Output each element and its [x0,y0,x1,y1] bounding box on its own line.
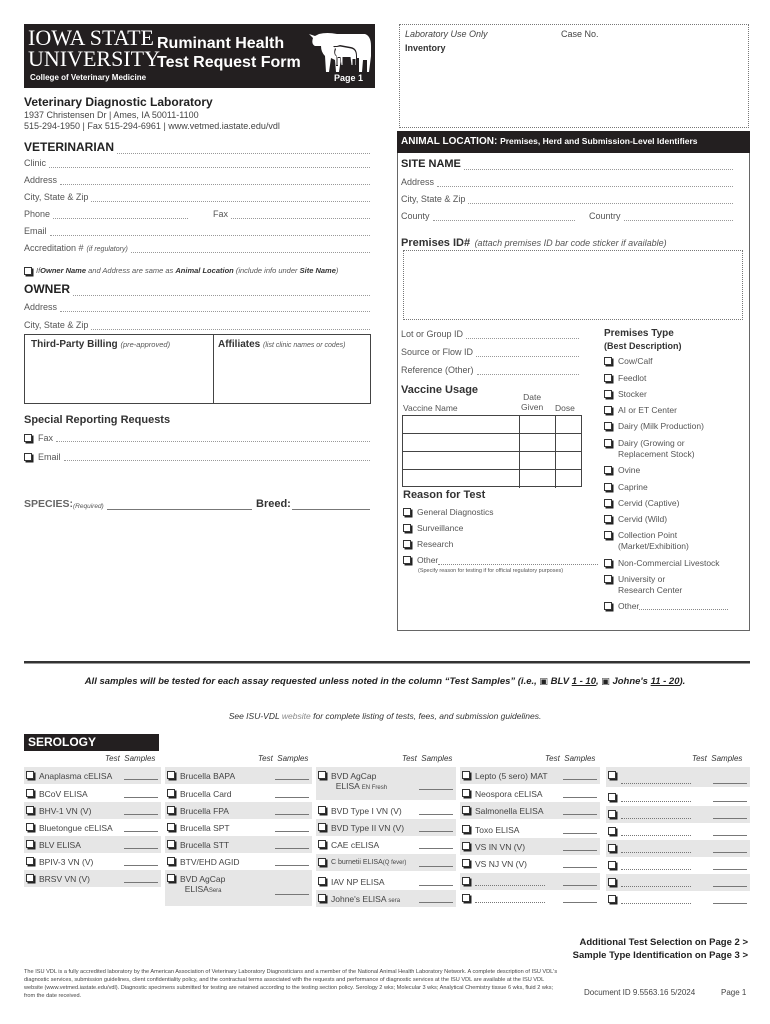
premises-type-ai-et-center[interactable]: AI or ET Center [604,405,677,416]
website-link[interactable]: website [281,711,311,721]
checkbox-icon[interactable] [608,827,616,835]
university-name-line1: IOWA STATE [28,25,154,50]
checkbox-icon[interactable] [318,806,326,814]
checkbox-icon[interactable] [608,895,616,903]
checkbox-icon[interactable] [26,823,34,831]
test-cae-celisa[interactable]: CAE cELISA [316,836,456,853]
checkbox-icon[interactable] [26,789,34,797]
table-row [403,434,581,452]
checkbox-icon[interactable] [462,877,470,885]
test-toxo-elisa[interactable]: Toxo ELISA [460,821,600,838]
reason-general-diagnostics[interactable]: General Diagnostics [403,507,494,517]
checkbox-icon[interactable] [462,825,470,833]
reason-surveillance[interactable]: Surveillance [403,523,463,533]
see-website-note: See ISU-VDL website for complete listing of tests, fees, and submission guidelines. [228,711,542,721]
reason-research[interactable]: Research [403,539,453,549]
checkbox-icon[interactable] [604,515,612,523]
test-bvd-agcap-elisa-sera[interactable]: BVD AgCap ELISASera [165,870,312,906]
test-neospora-celisa[interactable]: Neospora cELISA [460,785,600,802]
test-custom-row[interactable] [606,789,750,806]
vet-phone-field[interactable]: Phone [24,209,188,219]
form-title: Ruminant Health Test Request Form [157,35,301,71]
checkbox-icon[interactable] [167,840,175,848]
special-reporting-email[interactable]: Email [24,452,370,462]
checkbox-icon[interactable] [24,453,32,461]
checkbox-icon[interactable] [604,374,612,382]
checkbox-icon[interactable] [608,771,616,779]
test-anaplasma-celisa[interactable]: Anaplasma cELISA [24,767,161,784]
premises-type-cow-calf[interactable]: Cow/Calf [604,356,652,367]
checkbox-icon[interactable] [26,874,34,882]
checkbox-icon[interactable] [167,874,175,882]
table-row [403,452,581,470]
checkbox-icon[interactable] [608,878,616,886]
test-vs-nj-vn[interactable]: VS NJ VN (V) [460,855,600,872]
vet-city-field[interactable]: City, State & Zip [24,192,370,202]
checkbox-icon[interactable] [26,857,34,865]
reference-other-field[interactable]: Reference (Other) [401,365,579,375]
checkbox-icon[interactable] [462,771,470,779]
test-brucella-fpa[interactable]: Brucella FPA [165,802,312,819]
checkbox-icon[interactable] [462,806,470,814]
test-custom-row[interactable] [460,873,600,890]
lab-contact: 515-294-1950 | Fax 515-294-6961 | www.vetmed.iastate.edu/vdl [24,121,280,131]
lab-address: 1937 Christensen Dr | Ames, IA 50011-1100 [24,110,199,120]
premises-type-cervid-captive[interactable]: Cervid (Captive) [604,498,679,509]
checkbox-icon[interactable] [604,439,612,447]
checked-box-icon: ▣ [601,676,610,686]
section-divider [24,661,750,664]
checkbox-icon[interactable] [608,861,616,869]
footer-page-number: Page 1 [721,988,747,997]
vet-fax-field[interactable]: Fax [213,209,370,219]
vaccine-dose-cell[interactable] [556,416,581,433]
checkbox-icon[interactable] [608,793,616,801]
premises-type-dairy-milk[interactable]: Dairy (Milk Production) [604,421,704,432]
checkbox-icon[interactable] [167,857,175,865]
premises-type-university[interactable]: University or Research Center [604,574,682,596]
serology-heading: SEROLOGY [24,734,159,751]
special-reporting-heading: Special Reporting Requests [24,414,171,426]
test-bvd-agcap-elisa-en[interactable]: BVD AgCap ELISA EN Fresh [316,767,456,800]
species-field[interactable]: SPECIES: (Required) [24,498,252,510]
premises-type-collection-point[interactable]: Collection Point (Market/Exhibition) [604,530,689,552]
additional-test-link[interactable]: Additional Test Selection on Page 2 > [579,937,748,948]
test-johnes-elisa-sera[interactable]: Johne's ELISA sera [316,890,456,907]
owner-field[interactable]: OWNER [24,282,370,296]
checkbox-icon[interactable] [604,499,612,507]
premises-type-heading: Premises Type (Best Description) [604,328,682,351]
checkbox-icon[interactable] [462,859,470,867]
checkbox-icon[interactable] [403,524,411,532]
vet-accreditation-field[interactable]: Accreditation # (if regulatory) [24,243,370,253]
vaccine-date-cell[interactable] [520,416,556,433]
test-btv-ehd-agid[interactable]: BTV/EHD AGID [165,853,312,870]
vaccine-name-cell[interactable] [403,452,520,469]
next-page-links [573,936,748,962]
checkbox-icon[interactable] [403,556,411,564]
accreditation-disclaimer: The ISU VDL is a fully accredited laboratory by the American Association of Veterinary Laboratory Diagnosticians and a member of the National Animal Health Laboratory Network. A complete description of ISU VDL's diagnostic services, submission guidelines, client confidentiality policy, and the contractual terms associated with the requests and performance of diagnostic services at the ISU VDL are available at the ISU VDL website (www.vetmed.iastate.edu/vdl). Diagnostic specimens submitted for testing are retained according to the testing section policy. Serology 2 wks; Molecular 3 wks; Analytical Chemistry tissue 6 wks, fluid 2 wks; from the date received. [24,969,558,999]
veterinarian-field[interactable]: VETERINARIAN [24,140,370,154]
test-brucella-bapa[interactable]: Brucella BAPA [165,767,312,784]
test-samples-header-col5: Test Samples [692,754,743,763]
test-samples-header-col3: Test Samples [402,754,453,763]
reason-other-note: (Specify reason for testing if for official regulatory purposes) [418,568,564,574]
vet-clinic-field[interactable]: Clinic [24,158,370,168]
test-samples-header-col1: Test Samples [105,754,156,763]
checkbox-icon[interactable] [604,466,612,474]
site-name-field[interactable]: SITE NAME [401,158,733,170]
checkbox-icon[interactable] [318,771,326,779]
premises-type-feedlot[interactable]: Feedlot [604,373,646,384]
checkbox-icon[interactable] [608,810,616,818]
checkbox-icon[interactable] [167,771,175,779]
premises-type-other[interactable]: Other [604,601,728,612]
vaccine-date-col-header: Date Given [521,392,544,412]
vaccine-dose-cell[interactable] [556,452,581,469]
cattle-icon [307,30,373,74]
premises-type-ovine[interactable]: Ovine [604,465,640,476]
college-name: College of Veterinary Medicine [30,73,147,82]
test-custom-row[interactable] [606,874,750,891]
checkbox-icon[interactable] [318,894,326,902]
checkbox-icon[interactable] [604,357,612,365]
third-party-billing-box[interactable]: Third-Party Billing (pre-approved) [24,334,214,404]
test-bpiv3-vn[interactable]: BPIV-3 VN (V) [24,853,161,870]
checkbox-icon[interactable] [318,823,326,831]
test-vs-in-vn[interactable]: VS IN VN (V) [460,838,600,855]
reason-for-test-heading: Reason for Test [403,489,486,501]
test-blv-elisa[interactable]: BLV ELISA [24,836,161,853]
sample-type-link[interactable]: Sample Type Identification on Page 3 > [572,950,748,961]
test-brucella-spt[interactable]: Brucella SPT [165,819,312,836]
checkbox-icon[interactable] [26,771,34,779]
lab-use-title: Laboratory Use Only [405,29,488,39]
test-cburnetii-elisa[interactable]: C burnetii ELISA(Q fever) [316,854,456,871]
checkbox-icon[interactable] [462,789,470,797]
test-custom-row[interactable] [606,767,750,787]
checkbox-icon[interactable] [604,602,612,610]
special-reporting-fax[interactable]: Fax [24,433,370,443]
checkbox-icon[interactable] [604,559,612,567]
premises-type-dairy-growing[interactable]: Dairy (Growing or Replacement Stock) [604,438,695,460]
document-id: Document ID 9.5563.16 5/2024 [584,988,696,997]
checkbox-icon[interactable] [604,406,612,414]
site-county-field[interactable]: County [401,211,575,221]
checkbox-icon[interactable] [26,840,34,848]
checkbox-icon[interactable] [604,575,612,583]
checkbox-icon[interactable] [24,434,32,442]
test-brucella-card[interactable]: Brucella Card [165,785,312,802]
page-label: Page 1 [334,73,364,83]
premises-id-sticker-area[interactable] [403,250,743,320]
test-custom-row[interactable] [606,891,750,908]
test-samples-header-col2: Test Samples [258,754,309,763]
premises-id-label: Premises ID# (attach premises ID bar code sticker if available) [401,237,667,249]
premises-type-caprine[interactable]: Caprine [604,482,648,493]
vet-email-field[interactable]: Email [24,226,370,236]
vaccine-dose-col-header: Dose [555,403,575,413]
vet-address-field[interactable]: Address [24,175,370,185]
test-samples-notice: All samples will be tested for each assay requested unless noted in the column “Test Samples” (i.e., ▣ BLV 1 - 10, ▣ Johne's 11 - 20). [84,676,686,687]
checkbox-icon[interactable] [24,267,32,275]
owner-city-field[interactable]: City, State & Zip [24,320,370,330]
checkbox-icon[interactable] [604,422,612,430]
site-address-field[interactable]: Address [401,177,733,187]
vaccine-date-cell[interactable] [520,452,556,469]
checkbox-icon[interactable] [167,823,175,831]
checked-box-icon: ▣ [539,676,548,686]
test-samples-header-col4: Test Samples [545,754,596,763]
test-custom-row[interactable] [460,890,600,907]
site-city-field[interactable]: City, State & Zip [401,194,733,204]
test-iav-np-elisa[interactable]: IAV NP ELISA [316,873,456,890]
checkbox-icon[interactable] [462,842,470,850]
vaccine-name-cell[interactable] [403,416,520,433]
vaccine-date-cell[interactable] [520,470,556,488]
animal-location-header: ANIMAL LOCATION: Premises, Herd and Submission-Level Identifiers [397,131,750,153]
checkbox-icon[interactable] [318,858,326,866]
vaccine-dose-cell[interactable] [556,434,581,451]
test-custom-row[interactable] [606,823,750,840]
header-banner [24,24,375,88]
test-bvd-type1-vn[interactable]: BVD Type I VN (V) [316,802,456,819]
lot-group-id-field[interactable]: Lot or Group ID [401,329,579,339]
vaccine-table [402,415,582,487]
test-custom-row[interactable] [606,857,750,874]
checkbox-icon[interactable] [604,483,612,491]
table-row [403,470,581,488]
checkbox-icon[interactable] [608,844,616,852]
site-country-field[interactable]: Country [589,211,733,221]
breed-field[interactable]: Breed: [256,498,370,510]
test-salmonella-elisa[interactable]: Salmonella ELISA [460,802,600,819]
checkbox-icon[interactable] [26,806,34,814]
affiliates-box[interactable]: Affiliates (list clinic names or codes) [213,334,371,404]
premises-type-stocker[interactable]: Stocker [604,389,647,400]
premises-type-non-commercial[interactable]: Non-Commercial Livestock [604,558,720,569]
checkbox-icon[interactable] [604,531,612,539]
vaccine-usage-heading: Vaccine Usage [401,384,479,396]
owner-address-field[interactable]: Address [24,302,370,312]
vaccine-name-col-header: Vaccine Name [403,403,458,413]
premises-type-cervid-wild[interactable]: Cervid (Wild) [604,514,667,525]
inventory-label: Inventory [405,43,446,53]
test-brucella-stt[interactable]: Brucella STT [165,836,312,853]
test-bluetongue-celisa[interactable]: Bluetongue cELISA [24,819,161,836]
vaccine-name-cell[interactable] [403,470,520,488]
case-no-label: Case No. [561,29,599,39]
test-brsv-vn[interactable]: BRSV VN (V) [24,870,161,887]
test-bcov-elisa[interactable]: BCoV ELISA [24,785,161,802]
vaccine-dose-cell[interactable] [556,470,581,488]
owner-same-as-location-checkbox[interactable]: If Owner Name and Address are same as Animal Location (include info under Site Name ) [24,266,338,275]
reason-other[interactable]: Other [403,555,598,565]
checkbox-icon[interactable] [403,540,411,548]
vaccine-name-cell[interactable] [403,434,520,451]
test-custom-row[interactable] [606,840,750,857]
checkbox-icon[interactable] [167,806,175,814]
checkbox-icon[interactable] [318,840,326,848]
university-name-line2: UNIVERSITY [28,46,160,71]
checkbox-icon[interactable] [462,894,470,902]
test-bvd-type2-vn[interactable]: BVD Type II VN (V) [316,819,456,836]
lab-use-only-box [399,24,749,128]
source-flow-id-field[interactable]: Source or Flow ID [401,347,579,357]
lab-name: Veterinary Diagnostic Laboratory [24,95,213,109]
test-bhv1-vn[interactable]: BHV-1 VN (V) [24,802,161,819]
test-lepto-mat[interactable]: Lepto (5 sero) MAT [460,767,600,784]
table-row [403,416,581,434]
checkbox-icon[interactable] [167,789,175,797]
checkbox-icon[interactable] [318,877,326,885]
test-custom-row[interactable] [606,806,750,823]
vaccine-date-cell[interactable] [520,434,556,451]
checkbox-icon[interactable] [604,390,612,398]
checkbox-icon[interactable] [403,508,411,516]
